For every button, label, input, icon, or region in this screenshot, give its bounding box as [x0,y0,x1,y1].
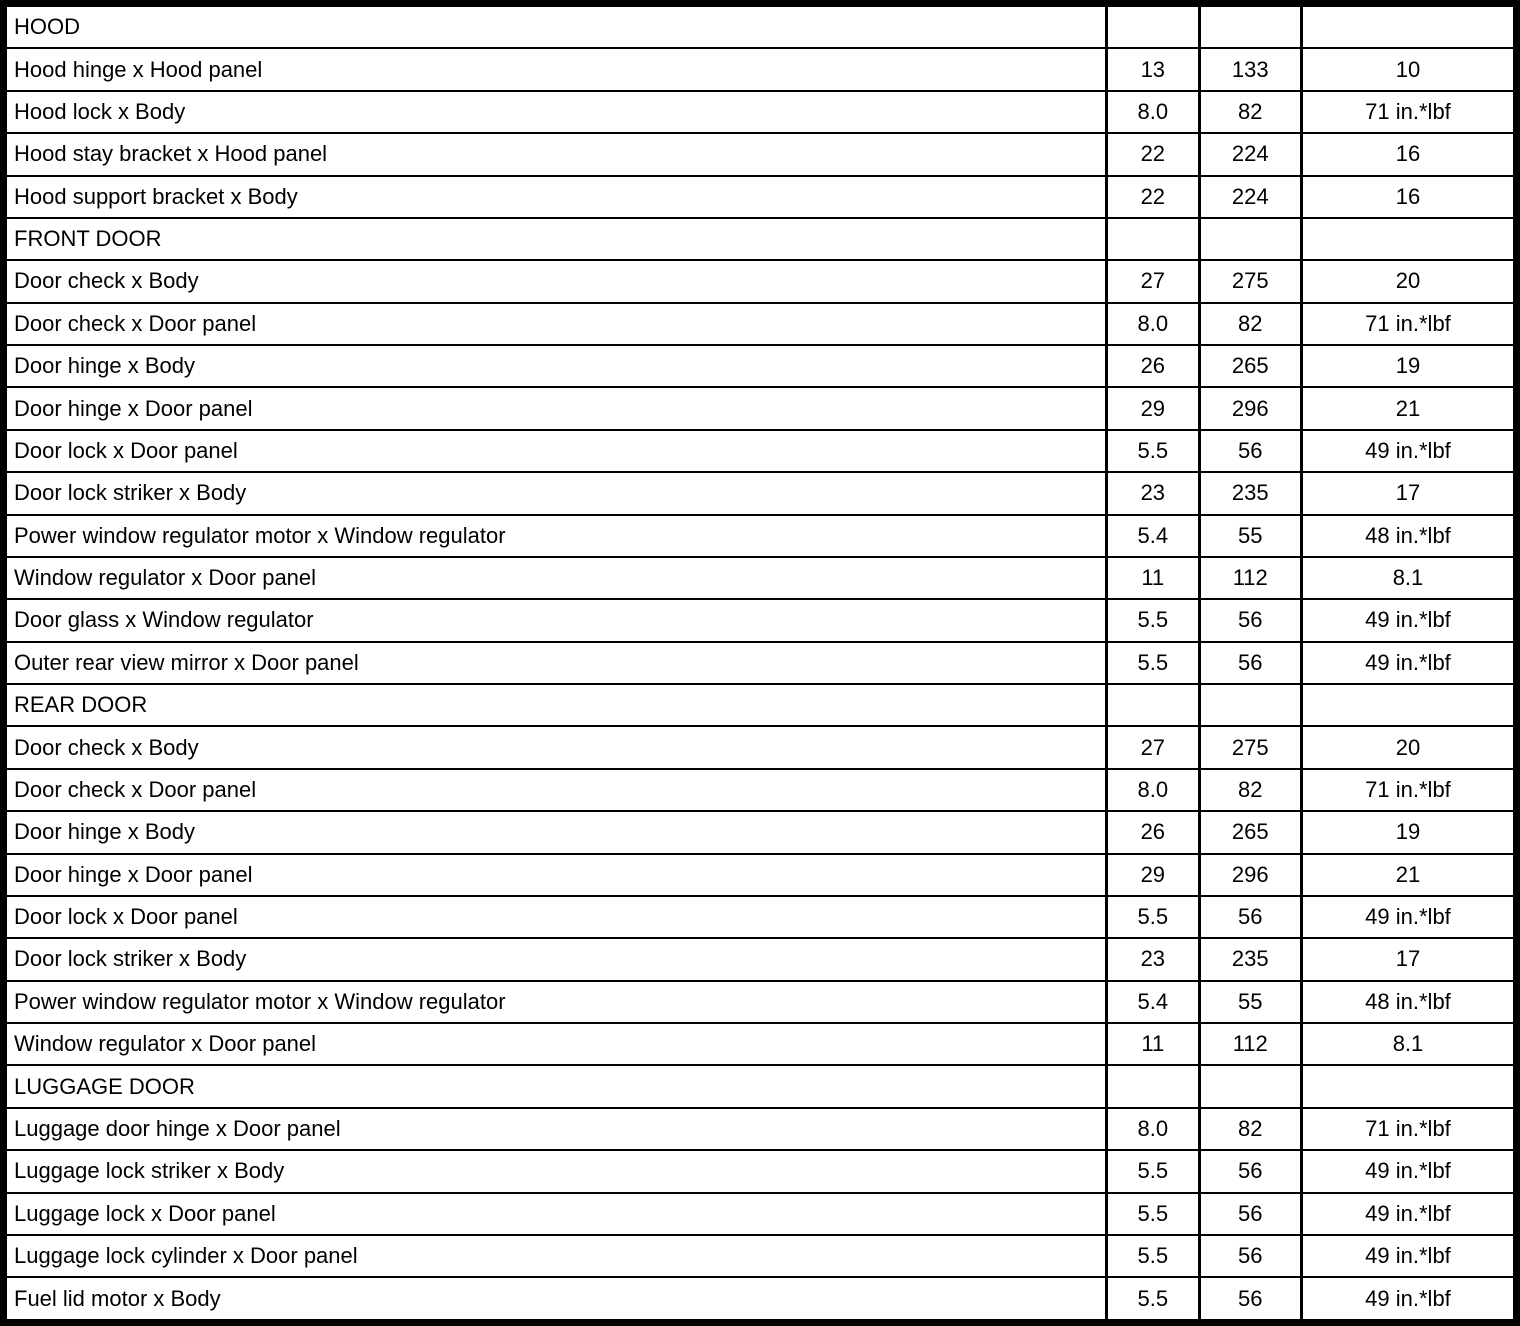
section-label: LUGGAGE DOOR [4,1065,1107,1107]
table-row [4,48,1517,90]
value-cell: 49 in.*lbf [1301,1277,1516,1322]
value-cell: 55 [1199,981,1301,1023]
value-cell: 5.5 [1107,1235,1199,1277]
table-row [4,599,1517,641]
part-name-cell: Power window regulator motor x Window regulator [4,981,1107,1023]
value-cell: 265 [1199,811,1301,853]
part-name-cell: Outer rear view mirror x Door panel [4,642,1107,684]
table-body [4,4,1517,1323]
part-name-cell: Door lock striker x Body [4,472,1107,514]
table-row [4,981,1517,1023]
value-cell: 56 [1199,642,1301,684]
value-cell: 49 in.*lbf [1301,896,1516,938]
table-row [4,176,1517,218]
value-cell: 5.5 [1107,1193,1199,1235]
table-row [4,811,1517,853]
section-label: HOOD [4,4,1107,49]
value-cell: 21 [1301,387,1516,429]
value-cell: 56 [1199,896,1301,938]
value-cell: 5.5 [1107,1277,1199,1322]
value-cell: 23 [1107,938,1199,980]
table-row [4,430,1517,472]
table-row [4,938,1517,980]
table-row [4,726,1517,768]
value-cell: 5.5 [1107,896,1199,938]
table-row [4,642,1517,684]
empty-value-cell [1107,1065,1199,1107]
table-row [4,1108,1517,1150]
empty-value-cell [1107,4,1199,49]
section-label: FRONT DOOR [4,218,1107,260]
value-cell: 56 [1199,1150,1301,1192]
value-cell: 265 [1199,345,1301,387]
value-cell: 56 [1199,599,1301,641]
value-cell: 23 [1107,472,1199,514]
table-row [4,896,1517,938]
part-name-cell: Luggage lock cylinder x Door panel [4,1235,1107,1277]
value-cell: 27 [1107,260,1199,302]
value-cell: 56 [1199,1235,1301,1277]
value-cell: 5.5 [1107,430,1199,472]
value-cell: 29 [1107,387,1199,429]
part-name-cell: Door check x Door panel [4,303,1107,345]
value-cell: 82 [1199,769,1301,811]
value-cell: 275 [1199,726,1301,768]
part-name-cell: Door hinge x Body [4,345,1107,387]
section-label: REAR DOOR [4,684,1107,726]
value-cell: 55 [1199,515,1301,557]
part-name-cell: Door hinge x Body [4,811,1107,853]
table-row [4,133,1517,175]
value-cell: 71 in.*lbf [1301,1108,1516,1150]
value-cell: 5.4 [1107,981,1199,1023]
value-cell: 49 in.*lbf [1301,1150,1516,1192]
part-name-cell: Hood stay bracket x Hood panel [4,133,1107,175]
part-name-cell: Window regulator x Door panel [4,1023,1107,1065]
part-name-cell: Door lock x Door panel [4,430,1107,472]
section-row [4,218,1517,260]
part-name-cell: Fuel lid motor x Body [4,1277,1107,1322]
value-cell: 71 in.*lbf [1301,303,1516,345]
value-cell: 112 [1199,557,1301,599]
table-row [4,1150,1517,1192]
value-cell: 49 in.*lbf [1301,1193,1516,1235]
value-cell: 296 [1199,854,1301,896]
empty-value-cell [1199,4,1301,49]
section-row [4,684,1517,726]
part-name-cell: Door hinge x Door panel [4,387,1107,429]
value-cell: 8.1 [1301,557,1516,599]
table-row [4,260,1517,302]
value-cell: 19 [1301,345,1516,387]
part-name-cell: Door check x Body [4,260,1107,302]
value-cell: 27 [1107,726,1199,768]
value-cell: 17 [1301,938,1516,980]
value-cell: 48 in.*lbf [1301,515,1516,557]
value-cell: 8.1 [1301,1023,1516,1065]
empty-value-cell [1301,1065,1516,1107]
empty-value-cell [1199,1065,1301,1107]
empty-value-cell [1199,684,1301,726]
empty-value-cell [1199,218,1301,260]
value-cell: 8.0 [1107,91,1199,133]
value-cell: 5.5 [1107,599,1199,641]
value-cell: 82 [1199,91,1301,133]
section-row [4,4,1517,49]
value-cell: 5.5 [1107,642,1199,684]
value-cell: 22 [1107,176,1199,218]
value-cell: 26 [1107,345,1199,387]
empty-value-cell [1107,684,1199,726]
value-cell: 224 [1199,133,1301,175]
value-cell: 13 [1107,48,1199,90]
table-row [4,1277,1517,1322]
value-cell: 10 [1301,48,1516,90]
value-cell: 17 [1301,472,1516,514]
part-name-cell: Door glass x Window regulator [4,599,1107,641]
part-name-cell: Door lock striker x Body [4,938,1107,980]
table-row [4,1193,1517,1235]
value-cell: 8.0 [1107,769,1199,811]
part-name-cell: Door lock x Door panel [4,896,1107,938]
table-row [4,515,1517,557]
value-cell: 8.0 [1107,1108,1199,1150]
value-cell: 29 [1107,854,1199,896]
part-name-cell: Luggage lock x Door panel [4,1193,1107,1235]
value-cell: 49 in.*lbf [1301,642,1516,684]
value-cell: 49 in.*lbf [1301,430,1516,472]
value-cell: 56 [1199,1277,1301,1322]
empty-value-cell [1301,218,1516,260]
section-row [4,1065,1517,1107]
table-row [4,769,1517,811]
value-cell: 133 [1199,48,1301,90]
value-cell: 20 [1301,260,1516,302]
part-name-cell: Hood hinge x Hood panel [4,48,1107,90]
value-cell: 112 [1199,1023,1301,1065]
value-cell: 19 [1301,811,1516,853]
empty-value-cell [1301,4,1516,49]
part-name-cell: Door check x Body [4,726,1107,768]
value-cell: 296 [1199,387,1301,429]
value-cell: 5.4 [1107,515,1199,557]
part-name-cell: Luggage door hinge x Door panel [4,1108,1107,1150]
value-cell: 56 [1199,1193,1301,1235]
value-cell: 235 [1199,938,1301,980]
value-cell: 16 [1301,133,1516,175]
value-cell: 71 in.*lbf [1301,91,1516,133]
value-cell: 16 [1301,176,1516,218]
value-cell: 49 in.*lbf [1301,1235,1516,1277]
value-cell: 275 [1199,260,1301,302]
table-row [4,345,1517,387]
table-row [4,1023,1517,1065]
value-cell: 82 [1199,303,1301,345]
table-row [4,472,1517,514]
part-name-cell: Hood support bracket x Body [4,176,1107,218]
value-cell: 21 [1301,854,1516,896]
part-name-cell: Window regulator x Door panel [4,557,1107,599]
value-cell: 5.5 [1107,1150,1199,1192]
empty-value-cell [1107,218,1199,260]
part-name-cell: Power window regulator motor x Window regulator [4,515,1107,557]
table-row [4,557,1517,599]
empty-value-cell [1301,684,1516,726]
value-cell: 26 [1107,811,1199,853]
table-row [4,91,1517,133]
value-cell: 11 [1107,1023,1199,1065]
value-cell: 82 [1199,1108,1301,1150]
value-cell: 22 [1107,133,1199,175]
table-row [4,854,1517,896]
value-cell: 11 [1107,557,1199,599]
table-row [4,303,1517,345]
part-name-cell: Hood lock x Body [4,91,1107,133]
table-row [4,387,1517,429]
value-cell: 235 [1199,472,1301,514]
part-name-cell: Door hinge x Door panel [4,854,1107,896]
value-cell: 71 in.*lbf [1301,769,1516,811]
value-cell: 224 [1199,176,1301,218]
value-cell: 8.0 [1107,303,1199,345]
part-name-cell: Door check x Door panel [4,769,1107,811]
value-cell: 20 [1301,726,1516,768]
part-name-cell: Luggage lock striker x Body [4,1150,1107,1192]
value-cell: 48 in.*lbf [1301,981,1516,1023]
table-row [4,1235,1517,1277]
value-cell: 49 in.*lbf [1301,599,1516,641]
value-cell: 56 [1199,430,1301,472]
